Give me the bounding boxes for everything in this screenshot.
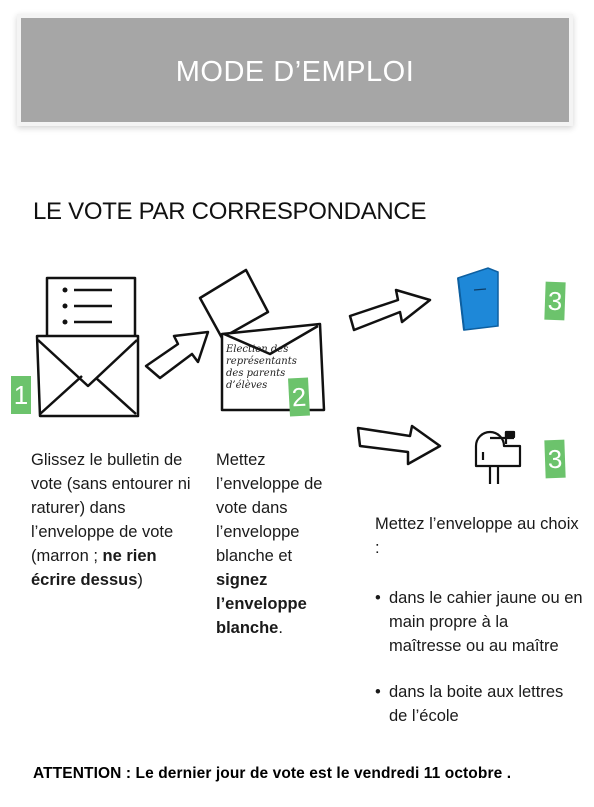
notebook-icon	[458, 268, 498, 330]
step-1-text-bold: ne rien écrire dessus	[31, 547, 157, 589]
bullet-icon: •	[375, 683, 381, 701]
envelope-label: Election des représentants des parents d’élèves	[226, 344, 297, 391]
section-title: LE VOTE PAR CORRESPONDANCE	[33, 198, 427, 225]
option-text: dans la boite aux lettres de l’école	[389, 683, 564, 725]
step-3-badge-bottom: 3	[544, 440, 565, 479]
list-item	[375, 680, 585, 728]
step-3-options	[375, 586, 585, 750]
step-1-badge: 1	[11, 376, 31, 414]
step-1-text-main: Glissez le bulletin de vote (sans entourer ni raturer) dans l’enveloppe de vote (marron ;	[31, 451, 191, 565]
arrow-icon	[146, 332, 208, 378]
step-2-badge: 2	[288, 378, 310, 417]
step-2-text-main: Mettez l’enveloppe de vote dans l’enveloppe blanche et	[216, 451, 323, 565]
step-1-text	[31, 448, 191, 592]
step-2-text	[216, 448, 336, 640]
arrow-icon	[358, 426, 440, 464]
attention-notice: ATTENTION : Le dernier jour de vote est le vendredi 11 octobre .	[33, 765, 512, 782]
step-3-badge-top: 3	[544, 282, 565, 321]
page-title: MODE D’EMPLOI	[175, 56, 415, 88]
arrow-icon	[350, 290, 430, 330]
step-1-text-end: )	[137, 571, 143, 589]
step-2-text-end: .	[278, 619, 283, 637]
list-item	[375, 586, 585, 658]
step-2-text-bold: signez l’enveloppe blanche	[216, 571, 307, 637]
option-text: dans le cahier jaune ou en main propre à la maîtresse ou au maître	[389, 589, 583, 655]
mailbox-icon	[476, 432, 520, 484]
step-3-intro: Mettez l’enveloppe au choix :	[375, 515, 579, 557]
ballot-envelope-icon	[37, 278, 138, 416]
bullet-icon: •	[375, 589, 381, 607]
